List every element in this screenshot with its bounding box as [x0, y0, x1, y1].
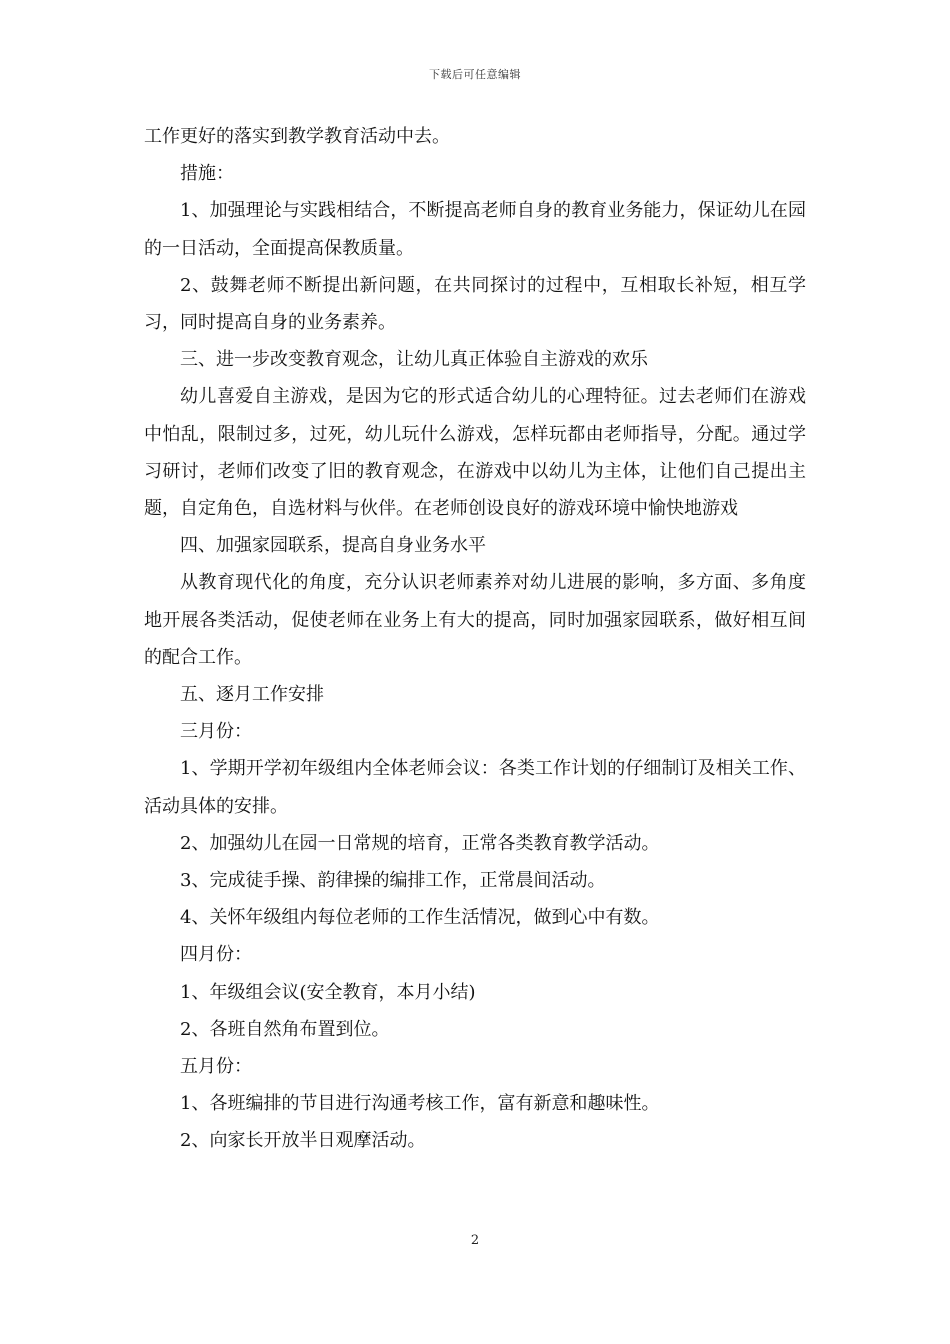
paragraph: 2、鼓舞老师不断提出新问题，在共同探讨的过程中，互相取长补短，相互学习，同时提高自身的业务素养。	[144, 274, 806, 334]
paragraph: 幼儿喜爱自主游戏，是因为它的形式适合幼儿的心理特征。过去老师们在游戏中怕乱，限制过多，过死，幼儿玩什么游戏，怎样玩都由老师指导，分配。通过学习研讨，老师们改变了旧的教育观念，在游戏中以幼儿为主体，让他们自己提出主题，自定角色，自选材料与伙伴。在老师创设良好的游戏环境中愉快地游戏	[144, 386, 806, 520]
section-heading: 三、进一步改变教育观念，让幼儿真正体验自主游戏的欢乐	[180, 349, 648, 371]
page-number: 2	[470, 1233, 480, 1248]
paragraph: 2、各班自然角布置到位。	[180, 1018, 390, 1040]
paragraph: 从教育现代化的角度，充分认识老师素养对幼儿进展的影响，多方面、多角度地开展各类活动，促使老师在业务上有大的提高，同时加强家园联系，做好相互间的配合工作。	[144, 572, 806, 668]
paragraph: 4、关怀年级组内每位老师的工作生活情况，做到心中有数。	[180, 907, 660, 929]
month-heading: 五月份：	[180, 1056, 252, 1078]
paragraph: 1、加强理论与实践相结合，不断提高老师自身的教育业务能力，保证幼儿在园的一日活动，全面提高保教质量。	[144, 200, 806, 259]
month-heading: 三月份：	[180, 721, 252, 743]
section-heading: 四、加强家园联系，提高自身业务水平	[180, 535, 486, 557]
document-body	[144, 118, 806, 1160]
paragraph: 3、完成徒手操、韵律操的编排工作，正常晨间活动。	[180, 870, 606, 892]
paragraph: 1、各班编排的节目进行沟通考核工作，富有新意和趣味性。	[180, 1093, 660, 1115]
paragraph: 1、学期开学初年级组内全体老师会议：各类工作计划的仔细制订及相关工作、活动具体的安排。	[144, 758, 806, 817]
paragraph: 措施：	[180, 163, 234, 185]
paragraph: 1、年级组会议(安全教育，本月小结)	[180, 981, 476, 1003]
month-heading: 四月份：	[180, 944, 252, 966]
paragraph: 2、向家长开放半日观摩活动。	[180, 1130, 426, 1152]
section-heading: 五、逐月工作安排	[180, 684, 324, 706]
paragraph: 2、加强幼儿在园一日常规的培育，正常各类教育教学活动。	[180, 832, 660, 854]
paragraph: 工作更好的落实到教学教育活动中去。	[144, 126, 450, 147]
page-header: 下载后可任意编辑	[429, 68, 521, 81]
